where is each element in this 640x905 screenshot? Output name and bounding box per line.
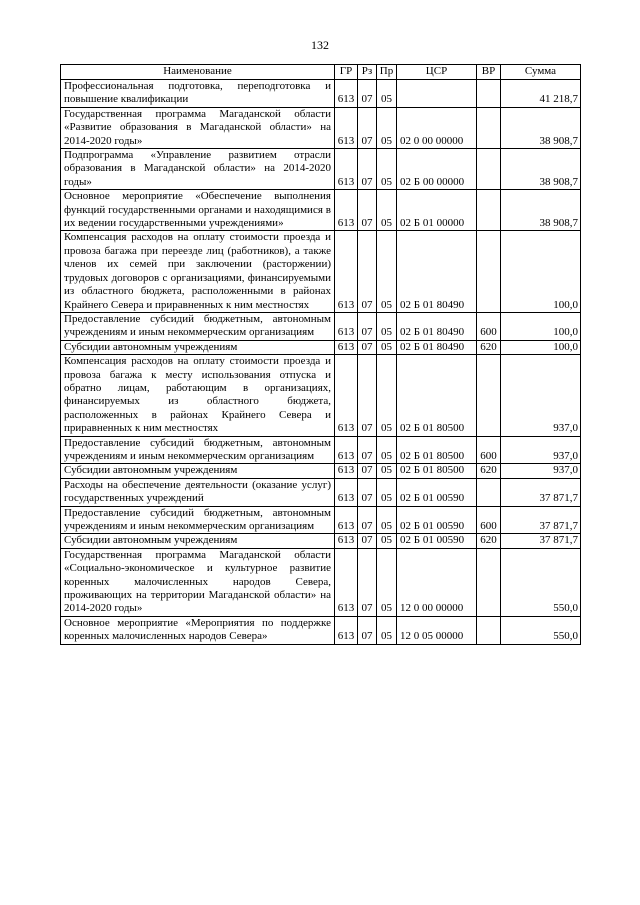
cell-pr: 05 <box>377 190 397 231</box>
cell-gr: 613 <box>335 107 358 148</box>
cell-csr: 02 Б 01 00590 <box>397 478 477 506</box>
page-number: 132 <box>311 38 329 52</box>
cell-pr: 05 <box>377 464 397 478</box>
cell-name: Предоставление субсидий бюджетным, автономным учреждениям и иным некоммерческим организациям <box>61 506 335 534</box>
cell-sum: 38 908,7 <box>501 190 581 231</box>
cell-vr: 600 <box>477 312 501 340</box>
table-row <box>61 506 581 534</box>
cell-csr: 02 Б 01 80500 <box>397 436 477 464</box>
cell-sum: 100,0 <box>501 231 581 312</box>
cell-vr: 620 <box>477 340 501 354</box>
cell-gr: 613 <box>335 534 358 548</box>
table-row <box>61 190 581 231</box>
cell-csr: 02 Б 01 00590 <box>397 534 477 548</box>
table-row <box>61 616 581 644</box>
cell-pr: 05 <box>377 616 397 644</box>
cell-gr: 613 <box>335 190 358 231</box>
cell-vr: 600 <box>477 436 501 464</box>
cell-gr: 613 <box>335 149 358 190</box>
cell-rz: 07 <box>358 616 377 644</box>
header-name: Наименование <box>61 65 335 80</box>
cell-gr: 613 <box>335 506 358 534</box>
header-gr: ГР <box>335 65 358 80</box>
cell-gr: 613 <box>335 231 358 312</box>
cell-vr <box>477 231 501 312</box>
cell-pr: 05 <box>377 478 397 506</box>
cell-pr: 05 <box>377 107 397 148</box>
cell-csr: 02 Б 01 80500 <box>397 464 477 478</box>
cell-csr: 02 Б 01 80500 <box>397 355 477 436</box>
cell-csr: 02 Б 01 80490 <box>397 340 477 354</box>
header-csr: ЦСР <box>397 65 477 80</box>
cell-pr: 05 <box>377 340 397 354</box>
cell-rz: 07 <box>358 436 377 464</box>
cell-rz: 07 <box>358 340 377 354</box>
cell-pr: 05 <box>377 231 397 312</box>
cell-pr: 05 <box>377 548 397 616</box>
header-sum: Сумма <box>501 65 581 80</box>
cell-name: Субсидии автономным учреждениям <box>61 464 335 478</box>
cell-csr: 02 Б 01 80490 <box>397 312 477 340</box>
cell-csr: 02 Б 00 00000 <box>397 149 477 190</box>
cell-csr: 12 0 00 00000 <box>397 548 477 616</box>
table-row <box>61 478 581 506</box>
cell-gr: 613 <box>335 616 358 644</box>
cell-rz: 07 <box>358 312 377 340</box>
cell-sum: 937,0 <box>501 436 581 464</box>
cell-rz: 07 <box>358 478 377 506</box>
cell-rz: 07 <box>358 355 377 436</box>
cell-rz: 07 <box>358 548 377 616</box>
cell-name: Основное мероприятие «Мероприятия по поддержке коренных малочисленных народов Севера» <box>61 616 335 644</box>
cell-pr: 05 <box>377 534 397 548</box>
table-row <box>61 534 581 548</box>
cell-gr: 613 <box>335 340 358 354</box>
cell-sum: 41 218,7 <box>501 80 581 108</box>
cell-csr: 02 Б 01 00000 <box>397 190 477 231</box>
cell-sum: 550,0 <box>501 616 581 644</box>
cell-vr: 620 <box>477 534 501 548</box>
header-rz: Рз <box>358 65 377 80</box>
cell-name: Компенсация расходов на оплату стоимости проезда и провоза багажа к месту использования отпуска и обратно лицам, работающим в организациях, финансируемых из областного бюджета, расположенных в районах Крайнего Севера и приравненных к ним местностях <box>61 355 335 436</box>
cell-vr <box>477 355 501 436</box>
cell-rz: 07 <box>358 190 377 231</box>
cell-sum: 937,0 <box>501 464 581 478</box>
cell-name: Субсидии автономным учреждениям <box>61 534 335 548</box>
cell-pr: 05 <box>377 80 397 108</box>
cell-rz: 07 <box>358 231 377 312</box>
cell-vr: 620 <box>477 464 501 478</box>
cell-sum: 550,0 <box>501 548 581 616</box>
cell-csr: 02 0 00 00000 <box>397 107 477 148</box>
cell-sum: 37 871,7 <box>501 478 581 506</box>
cell-sum: 38 908,7 <box>501 149 581 190</box>
cell-name: Подпрограмма «Управление развитием отрасли образования в Магаданской области» на 2014-2020 годы» <box>61 149 335 190</box>
cell-vr: 600 <box>477 506 501 534</box>
budget-table <box>60 64 581 645</box>
cell-rz: 07 <box>358 534 377 548</box>
table-row <box>61 355 581 436</box>
header-pr: Пр <box>377 65 397 80</box>
cell-pr: 05 <box>377 312 397 340</box>
cell-name: Компенсация расходов на оплату стоимости проезда и провоза багажа при переезде лиц (работников), а также членов их семей при заключении (расторжении) трудовых договоров с организациями, финансируемыми из областного бюджета, расположенными в районах Крайнего Севера и приравненных к ним местностях <box>61 231 335 312</box>
cell-name: Предоставление субсидий бюджетным, автономным учреждениям и иным некоммерческим организациям <box>61 312 335 340</box>
cell-csr <box>397 80 477 108</box>
cell-gr: 613 <box>335 464 358 478</box>
cell-rz: 07 <box>358 80 377 108</box>
table-row <box>61 107 581 148</box>
cell-pr: 05 <box>377 506 397 534</box>
cell-gr: 613 <box>335 355 358 436</box>
cell-vr <box>477 107 501 148</box>
cell-rz: 07 <box>358 506 377 534</box>
cell-rz: 07 <box>358 107 377 148</box>
table-row <box>61 149 581 190</box>
table-row <box>61 548 581 616</box>
cell-vr <box>477 190 501 231</box>
cell-gr: 613 <box>335 436 358 464</box>
cell-name: Субсидии автономным учреждениям <box>61 340 335 354</box>
cell-pr: 05 <box>377 149 397 190</box>
header-vr: ВР <box>477 65 501 80</box>
cell-sum: 100,0 <box>501 340 581 354</box>
cell-sum: 38 908,7 <box>501 107 581 148</box>
cell-gr: 613 <box>335 80 358 108</box>
cell-name: Расходы на обеспечение деятельности (оказание услуг) государственных учреждений <box>61 478 335 506</box>
cell-sum: 37 871,7 <box>501 534 581 548</box>
table-row <box>61 80 581 108</box>
cell-name: Профессиональная подготовка, переподготовка и повышение квалификации <box>61 80 335 108</box>
cell-sum: 37 871,7 <box>501 506 581 534</box>
cell-gr: 613 <box>335 548 358 616</box>
cell-sum: 937,0 <box>501 355 581 436</box>
cell-gr: 613 <box>335 312 358 340</box>
cell-vr <box>477 478 501 506</box>
cell-rz: 07 <box>358 149 377 190</box>
cell-name: Основное мероприятие «Обеспечение выполнения функций государственными органами и находящимися в их ведении государственными учреждениями» <box>61 190 335 231</box>
cell-csr: 12 0 05 00000 <box>397 616 477 644</box>
table-row <box>61 464 581 478</box>
cell-vr <box>477 149 501 190</box>
cell-rz: 07 <box>358 464 377 478</box>
cell-csr: 02 Б 01 00590 <box>397 506 477 534</box>
table-row <box>61 436 581 464</box>
cell-pr: 05 <box>377 355 397 436</box>
table-row <box>61 340 581 354</box>
table-row <box>61 231 581 312</box>
cell-vr <box>477 80 501 108</box>
cell-csr: 02 Б 01 80490 <box>397 231 477 312</box>
cell-gr: 613 <box>335 478 358 506</box>
cell-name: Государственная программа Магаданской области «Развитие образования в Магаданской области» на 2014-2020 годы» <box>61 107 335 148</box>
cell-vr <box>477 616 501 644</box>
cell-vr <box>477 548 501 616</box>
table-row <box>61 312 581 340</box>
table-body <box>61 80 581 645</box>
cell-name: Государственная программа Магаданской области «Социально-экономическое и культурное развитие коренных малочисленных народов Севера, проживающих на территории Магаданской области» на 2014-2020 годы» <box>61 548 335 616</box>
cell-sum: 100,0 <box>501 312 581 340</box>
table-header-row <box>61 65 581 80</box>
cell-name: Предоставление субсидий бюджетным, автономным учреждениям и иным некоммерческим организациям <box>61 436 335 464</box>
cell-pr: 05 <box>377 436 397 464</box>
